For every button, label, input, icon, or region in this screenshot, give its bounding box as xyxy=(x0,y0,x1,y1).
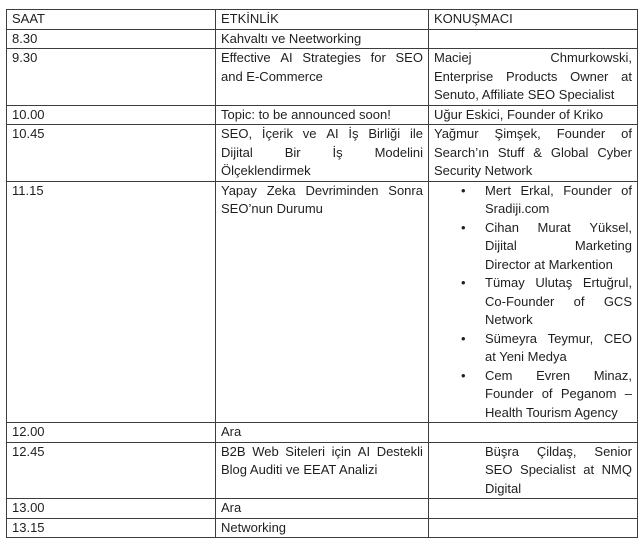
justified-text-line: Effective AI Strategies for SEO xyxy=(221,50,423,65)
justified-text-line: Cihan Murat Yüksel, xyxy=(485,219,632,235)
time-cell: 8.30 xyxy=(7,29,216,49)
justified-text-line: SEO Specialist at NMQ xyxy=(485,462,632,477)
speaker-bullet-item xyxy=(434,274,632,330)
time-cell: 11.15 xyxy=(7,181,216,423)
col-header-konusmaci: KONUŞMACI xyxy=(429,10,638,30)
header-row xyxy=(7,10,638,30)
justified-text-line: Dijital Bir İş Modelini xyxy=(221,144,423,160)
cell-content xyxy=(221,49,423,86)
event-cell xyxy=(216,499,429,519)
bullet-text xyxy=(485,219,632,275)
justified-text-line: Sümeyra Teymur, CEO xyxy=(485,330,632,346)
table-row xyxy=(7,442,638,499)
cell-content xyxy=(221,30,423,49)
justified-text-line: Tümay Ulutaş Ertuğrul, xyxy=(485,275,632,290)
text-line: Digital xyxy=(485,480,522,496)
table-row xyxy=(7,518,638,538)
schedule-table xyxy=(6,9,638,538)
speaker-bullet-item xyxy=(434,219,632,275)
time-cell: 12.00 xyxy=(7,423,216,443)
cell-content xyxy=(434,49,632,105)
event-cell xyxy=(216,518,429,538)
justified-text-line: SEO, İçerik ve AI İş Birliği ile xyxy=(221,126,423,141)
text-line: Ara xyxy=(221,424,242,439)
cell-content xyxy=(221,106,423,125)
time-cell: 13.15 xyxy=(7,518,216,538)
table-row xyxy=(7,105,638,125)
justified-text-line: Founder of Peganom – xyxy=(485,386,632,401)
time-cell: 10.00 xyxy=(7,105,216,125)
event-cell xyxy=(216,181,429,423)
justified-text-line: Yağmur Şimşek, Founder of xyxy=(434,126,632,141)
table-row xyxy=(7,49,638,106)
bullet-text xyxy=(485,182,632,219)
col-header-etkinlik: ETKİNLİK xyxy=(216,10,429,30)
text-line: Health Tourism Agency xyxy=(485,404,618,420)
justified-text-line: Enterprise Products Owner at xyxy=(434,68,632,84)
speaker-bullet-item xyxy=(434,330,632,367)
event-cell xyxy=(216,423,429,443)
justified-text-line: Maciej Chmurkowski, xyxy=(434,50,632,65)
speaker-cell xyxy=(429,499,638,519)
text-line: Ara xyxy=(221,500,242,515)
speaker-cell xyxy=(429,181,638,423)
cell-content xyxy=(221,519,423,538)
justified-text-line: Co-Founder of GCS xyxy=(485,293,632,309)
event-cell xyxy=(216,442,429,499)
bullet-icon: • xyxy=(461,367,466,383)
justified-text-line: Cem Evren Minaz, xyxy=(485,367,632,383)
bullet-icon: • xyxy=(461,330,466,346)
speaker-bullet-item xyxy=(434,367,632,423)
speaker-cell xyxy=(429,423,638,443)
text-line: Uğur Eskici, Founder of Kriko xyxy=(434,106,604,122)
speaker-cell xyxy=(429,518,638,538)
time-cell: 13.00 xyxy=(7,499,216,519)
text-line: Networking xyxy=(221,519,287,535)
justified-text-line: Mert Erkal, Founder of xyxy=(485,182,632,198)
table-row xyxy=(7,181,638,423)
cell-content xyxy=(221,423,423,442)
speaker-cell xyxy=(429,442,638,499)
justified-text-line: Search’ın Stuff & Global Cyber xyxy=(434,144,632,160)
cell-content xyxy=(221,125,423,181)
table-row xyxy=(7,29,638,49)
text-line: Ölçeklendirmek xyxy=(221,163,311,178)
cell-content xyxy=(221,499,423,518)
event-cell xyxy=(216,29,429,49)
time-cell: 12.45 xyxy=(7,442,216,499)
cell-content xyxy=(434,182,632,423)
cell-content xyxy=(434,106,632,125)
speaker-bullet-item xyxy=(434,182,632,219)
table-row xyxy=(7,499,638,519)
justified-text-line: Büşra Çildaş, Senior xyxy=(485,443,632,459)
event-cell xyxy=(216,49,429,106)
document-page xyxy=(6,9,638,538)
text-line: Director at Markention xyxy=(485,256,613,272)
text-line: Topic: to be announced soon! xyxy=(221,106,391,122)
justified-text-line: B2B Web Siteleri için AI Destekli xyxy=(221,443,423,459)
justified-text-line: Yapay Zeka Devriminden Sonra xyxy=(221,182,423,198)
text-line: Senuto, Affiliate SEO Specialist xyxy=(434,87,615,102)
text-line: Sradiji.com xyxy=(485,201,550,216)
bullet-icon: • xyxy=(461,275,466,290)
bullet-icon: • xyxy=(461,219,466,235)
table-row xyxy=(7,125,638,182)
text-line: and E-Commerce xyxy=(221,68,323,84)
cell-content xyxy=(221,443,423,480)
schedule-table-body xyxy=(7,29,638,538)
cell-content xyxy=(221,182,423,219)
justified-text-line: Dijital Marketing xyxy=(485,238,632,253)
text-line: Kahvaltı ve Neetworking xyxy=(221,30,362,46)
text-line: SEO’nun Durumu xyxy=(221,201,323,216)
table-row xyxy=(7,423,638,443)
text-line: Blog Auditi ve EEAT Analizi xyxy=(221,462,378,477)
text-line: Security Network xyxy=(434,163,533,178)
text-line: Network xyxy=(485,312,533,327)
speaker-cell xyxy=(429,125,638,182)
event-cell xyxy=(216,125,429,182)
bullet-text xyxy=(485,367,632,423)
speaker-cell xyxy=(429,29,638,49)
text-line: at Yeni Medya xyxy=(485,349,567,364)
event-cell xyxy=(216,105,429,125)
bullet-text xyxy=(485,274,632,330)
speaker-cell xyxy=(429,49,638,106)
time-cell: 10.45 xyxy=(7,125,216,182)
speaker-cell xyxy=(429,105,638,125)
bullet-text xyxy=(485,330,632,367)
cell-content xyxy=(434,125,632,181)
cell-content xyxy=(485,443,632,499)
bullet-icon: • xyxy=(461,182,466,198)
col-header-saat: SAAT xyxy=(7,10,216,30)
time-cell: 9.30 xyxy=(7,49,216,106)
